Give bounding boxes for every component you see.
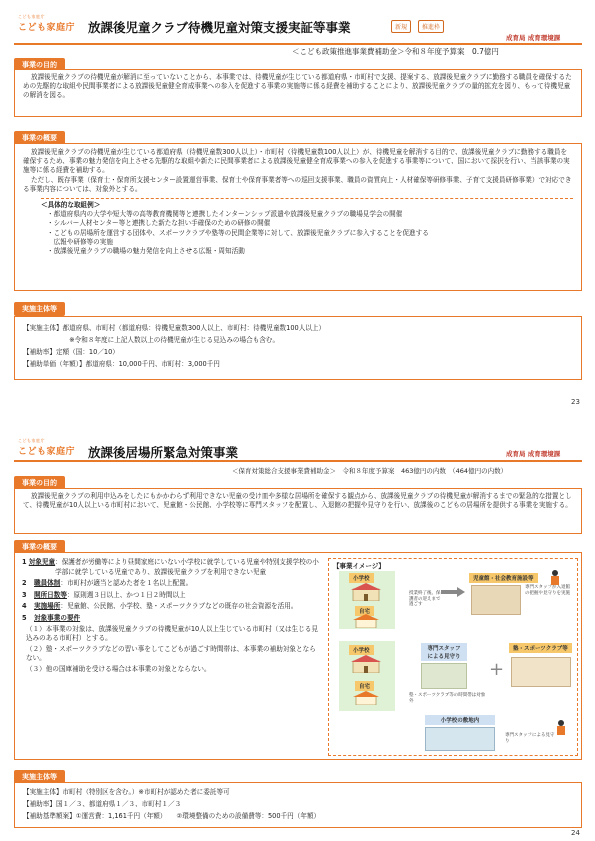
example-item: 広報や研修等の実施 bbox=[47, 237, 113, 246]
overview-paragraph-1: 放課後児童クラブの待機児童が生じている都道府県（待機児童数300人以上）・市町村（待機児童数100人以上）が、待機児童を解消する目的で、放課後児童クラブに勤務する職員を確保するため、事業の魅力発信を向上させる先駆的な取組や新たに民間事業者による放課後児童健全育成事業への参入を促進する事業等について、国において採択を行い、当該事業の実施等に係る経費を補助する。 bbox=[23, 148, 570, 175]
examples-title: ＜具体的な取組例＞ bbox=[41, 201, 101, 210]
overview-item: 3 開所日数等 ：原則週３日以上、かつ１日２時間以上 bbox=[22, 590, 186, 599]
plus-icon: + bbox=[489, 659, 505, 680]
tag-new: 新規 bbox=[391, 20, 411, 33]
house-icon bbox=[353, 691, 379, 705]
implementer-box bbox=[14, 316, 582, 380]
purpose-text: 放課後児童クラブの待機児童が解消に至っていないことから、本事業では、待機児童が生じている都道府県・市町村で支援、提案する、放課後児童クラブに勤務する職員を確保するための先駆的な取組や民間事業者による放課後児童健全育成事業への参入を促進する事業の実施等に係る経費を補助することにより、放課後児童クラブの量的拡充を図り、もって待機児童の解消を図る。 bbox=[23, 73, 572, 100]
overview-paragraph-2: ただし、既存事業（保育士・保育所支援センター設置運営事業、保育士や保育事業者等への巡回支援事業、職員の資質向上・人材確保等研修事業、子育て支援員研修事業）で対応できる事業内容については、対象外とする。 bbox=[23, 175, 572, 193]
examples-block bbox=[41, 198, 573, 256]
facility-label: 児童館・社会教育施設等 bbox=[469, 573, 538, 583]
implementer-line: 【補助基準額案】①運営費：1,161千円（年額） ②環境整備のための設備費等：500千円（年額） bbox=[23, 812, 321, 820]
juku-photo bbox=[511, 657, 571, 687]
requirement: （３）他の国庫補助を受ける場合は本事業の対象とならない。 bbox=[26, 664, 211, 673]
overview-label: 事業の概要 bbox=[14, 131, 65, 145]
juku-label: 塾・スポーツクラブ等 bbox=[509, 643, 572, 653]
grounds-photo bbox=[425, 727, 495, 751]
overview-label: 事業の概要 bbox=[14, 540, 65, 554]
staff-icon bbox=[549, 569, 561, 585]
implementer-line: 【補助単価（年額）】都道府県：10,000千円、市町村：3,000千円 bbox=[23, 360, 220, 368]
arrow-right-icon bbox=[441, 587, 465, 597]
header-rule bbox=[14, 43, 582, 45]
purpose-label: 事業の目的 bbox=[14, 476, 65, 490]
home-label-2: 自宅 bbox=[355, 681, 374, 691]
school-label-2: 小学校 bbox=[349, 645, 374, 655]
requirement: （２）塾・スポーツクラブなどの習い事をしてこどもが過ごす時間帯は、本事業の補助対象とならない。 bbox=[26, 644, 316, 663]
staff-escort-label: 専門スタッフによる見守り bbox=[421, 643, 467, 661]
juku-note: 塾・スポーツクラブ等の時間帯は対象外 bbox=[409, 693, 486, 704]
implementer-line: ※令和８年度に上記人数以上の待機児童が生じる見込みの場合も含む。 bbox=[23, 336, 280, 344]
example-item: ・放課後児童クラブの職場の魅力発信を向上させる広報・周知活動 bbox=[47, 247, 245, 256]
header-rule bbox=[14, 460, 582, 462]
example-item: ・こどもの居場所を運営する団体や、スポーツクラブや塾等の民間企業等に対して、放課後児童クラブに参入することを促進する bbox=[47, 228, 429, 237]
example-item: ・シルバー人材センター等と連携した新たな担い手確保のための研修の開催 bbox=[47, 219, 271, 228]
tag-priority: 推進枠 bbox=[418, 20, 444, 33]
school-grounds-label: 小学校の敷地内 bbox=[425, 715, 495, 725]
school-label: 小学校 bbox=[349, 573, 374, 583]
logo-text: こども家庭庁 bbox=[18, 23, 76, 33]
implementer-label: 実施主体等 bbox=[14, 770, 65, 784]
implementer-line: 【補助率】定額（国：10／10） bbox=[23, 348, 119, 356]
purpose-text: 放課後児童クラブの利用申込みをしたにもかかわらず利用できない児童の受け皿や多様な居場所を確保する観点から、放課後児童クラブの待機児童が解消するまでの緊急的な措置として、待機児童が10人以上いる市町村において、児童館・公民館、小学校等に専門スタッフを配置し、入退館の把握や見守りを行い、放課後のこどもの居場所を提供する事業を実施する。 bbox=[23, 492, 572, 510]
page-title: 放課後居場所緊急対策事業 bbox=[88, 445, 239, 460]
facility-staff-note: 専門スタッフが入退館の把握や見守りを実施 bbox=[525, 585, 570, 596]
purpose-box bbox=[14, 488, 582, 534]
escort-photo bbox=[421, 663, 467, 689]
implementer-line: 【補助率】国１／３、都道府県１／３、市町村１／３ bbox=[23, 800, 182, 808]
implementer-label: 実施主体等 bbox=[14, 302, 65, 316]
purpose-label: 事業の目的 bbox=[14, 58, 65, 72]
example-item: ・都道府県内の大学や短大等の高等教育機関等と連携したインターンシップ派遣や放課後児童クラブの職場見学会の開催 bbox=[47, 210, 403, 219]
overview-box bbox=[14, 143, 582, 291]
image-title: 【事業イメージ】 bbox=[333, 562, 385, 570]
page-title: 放課後児童クラブ待機児童対策支援実証等事業 bbox=[88, 20, 351, 35]
logo-subtext: こども家庭庁 bbox=[18, 14, 45, 19]
school-icon bbox=[351, 583, 381, 601]
home-label: 自宅 bbox=[355, 606, 374, 616]
purpose-box bbox=[14, 69, 582, 117]
requirement: （１）本事業の対象は、放課後児童クラブの待機児童が10人以上生じている市町村（又は生じる見込みのある市町村）とする。 bbox=[26, 624, 318, 643]
house-icon bbox=[353, 614, 379, 628]
logo bbox=[18, 14, 75, 33]
overview-item: 4 実施場所 ：児童館、公民館、小学校、塾・スポーツクラブなどの既存の社会資源を活用。 bbox=[22, 602, 298, 611]
department: 成育局 成育環境課 bbox=[506, 34, 561, 42]
overview-item: 5 対象事業の要件 bbox=[22, 613, 81, 622]
logo-text: こども家庭庁 bbox=[18, 447, 76, 457]
implementer-line: 【実施主体】都道府県、市町村（都道府県：待機児童数300人以上、市町村：待機児童数100人以上） bbox=[23, 324, 326, 332]
overview-item: 1 対象児童 ：保護者が労働等により昼間家庭にいない小学校に就学している児童や特別支援学校の小学部に就学している児童であり、放課後児童クラブを利用できない児童 bbox=[22, 558, 319, 576]
logo-subtext: こども家庭庁 bbox=[18, 438, 45, 443]
logo bbox=[18, 438, 75, 457]
facility-photo bbox=[471, 585, 521, 615]
department: 成育局 成育環境課 bbox=[506, 450, 561, 458]
after-school-note: 授業終了後、保護者の迎えまで過ごす bbox=[409, 591, 441, 608]
page-number: 24 bbox=[571, 829, 580, 837]
grounds-staff-note: 専門スタッフによる見守り bbox=[505, 733, 555, 744]
budget: ＜保育対策総合支援事業費補助金＞ 令和８年度予算案 463億円の内数 （464億円の内数） bbox=[232, 467, 508, 475]
budget: ＜こども政策推進事業費補助金＞令和８年度予算案 0.7億円 bbox=[292, 47, 499, 56]
overview-item: 2 職員体制 ：市町村が適当と認めた者を１名以上配置。 bbox=[22, 579, 193, 588]
overview-items bbox=[22, 558, 322, 675]
business-image bbox=[328, 558, 578, 756]
staff-icon bbox=[555, 719, 567, 735]
school-icon bbox=[351, 655, 381, 673]
implementer-line: 【実施主体】市町村（特別区を含む。）※市町村が認めた者に委託等可 bbox=[23, 788, 230, 796]
implementer-box bbox=[14, 782, 582, 828]
page-number: 23 bbox=[571, 398, 580, 406]
